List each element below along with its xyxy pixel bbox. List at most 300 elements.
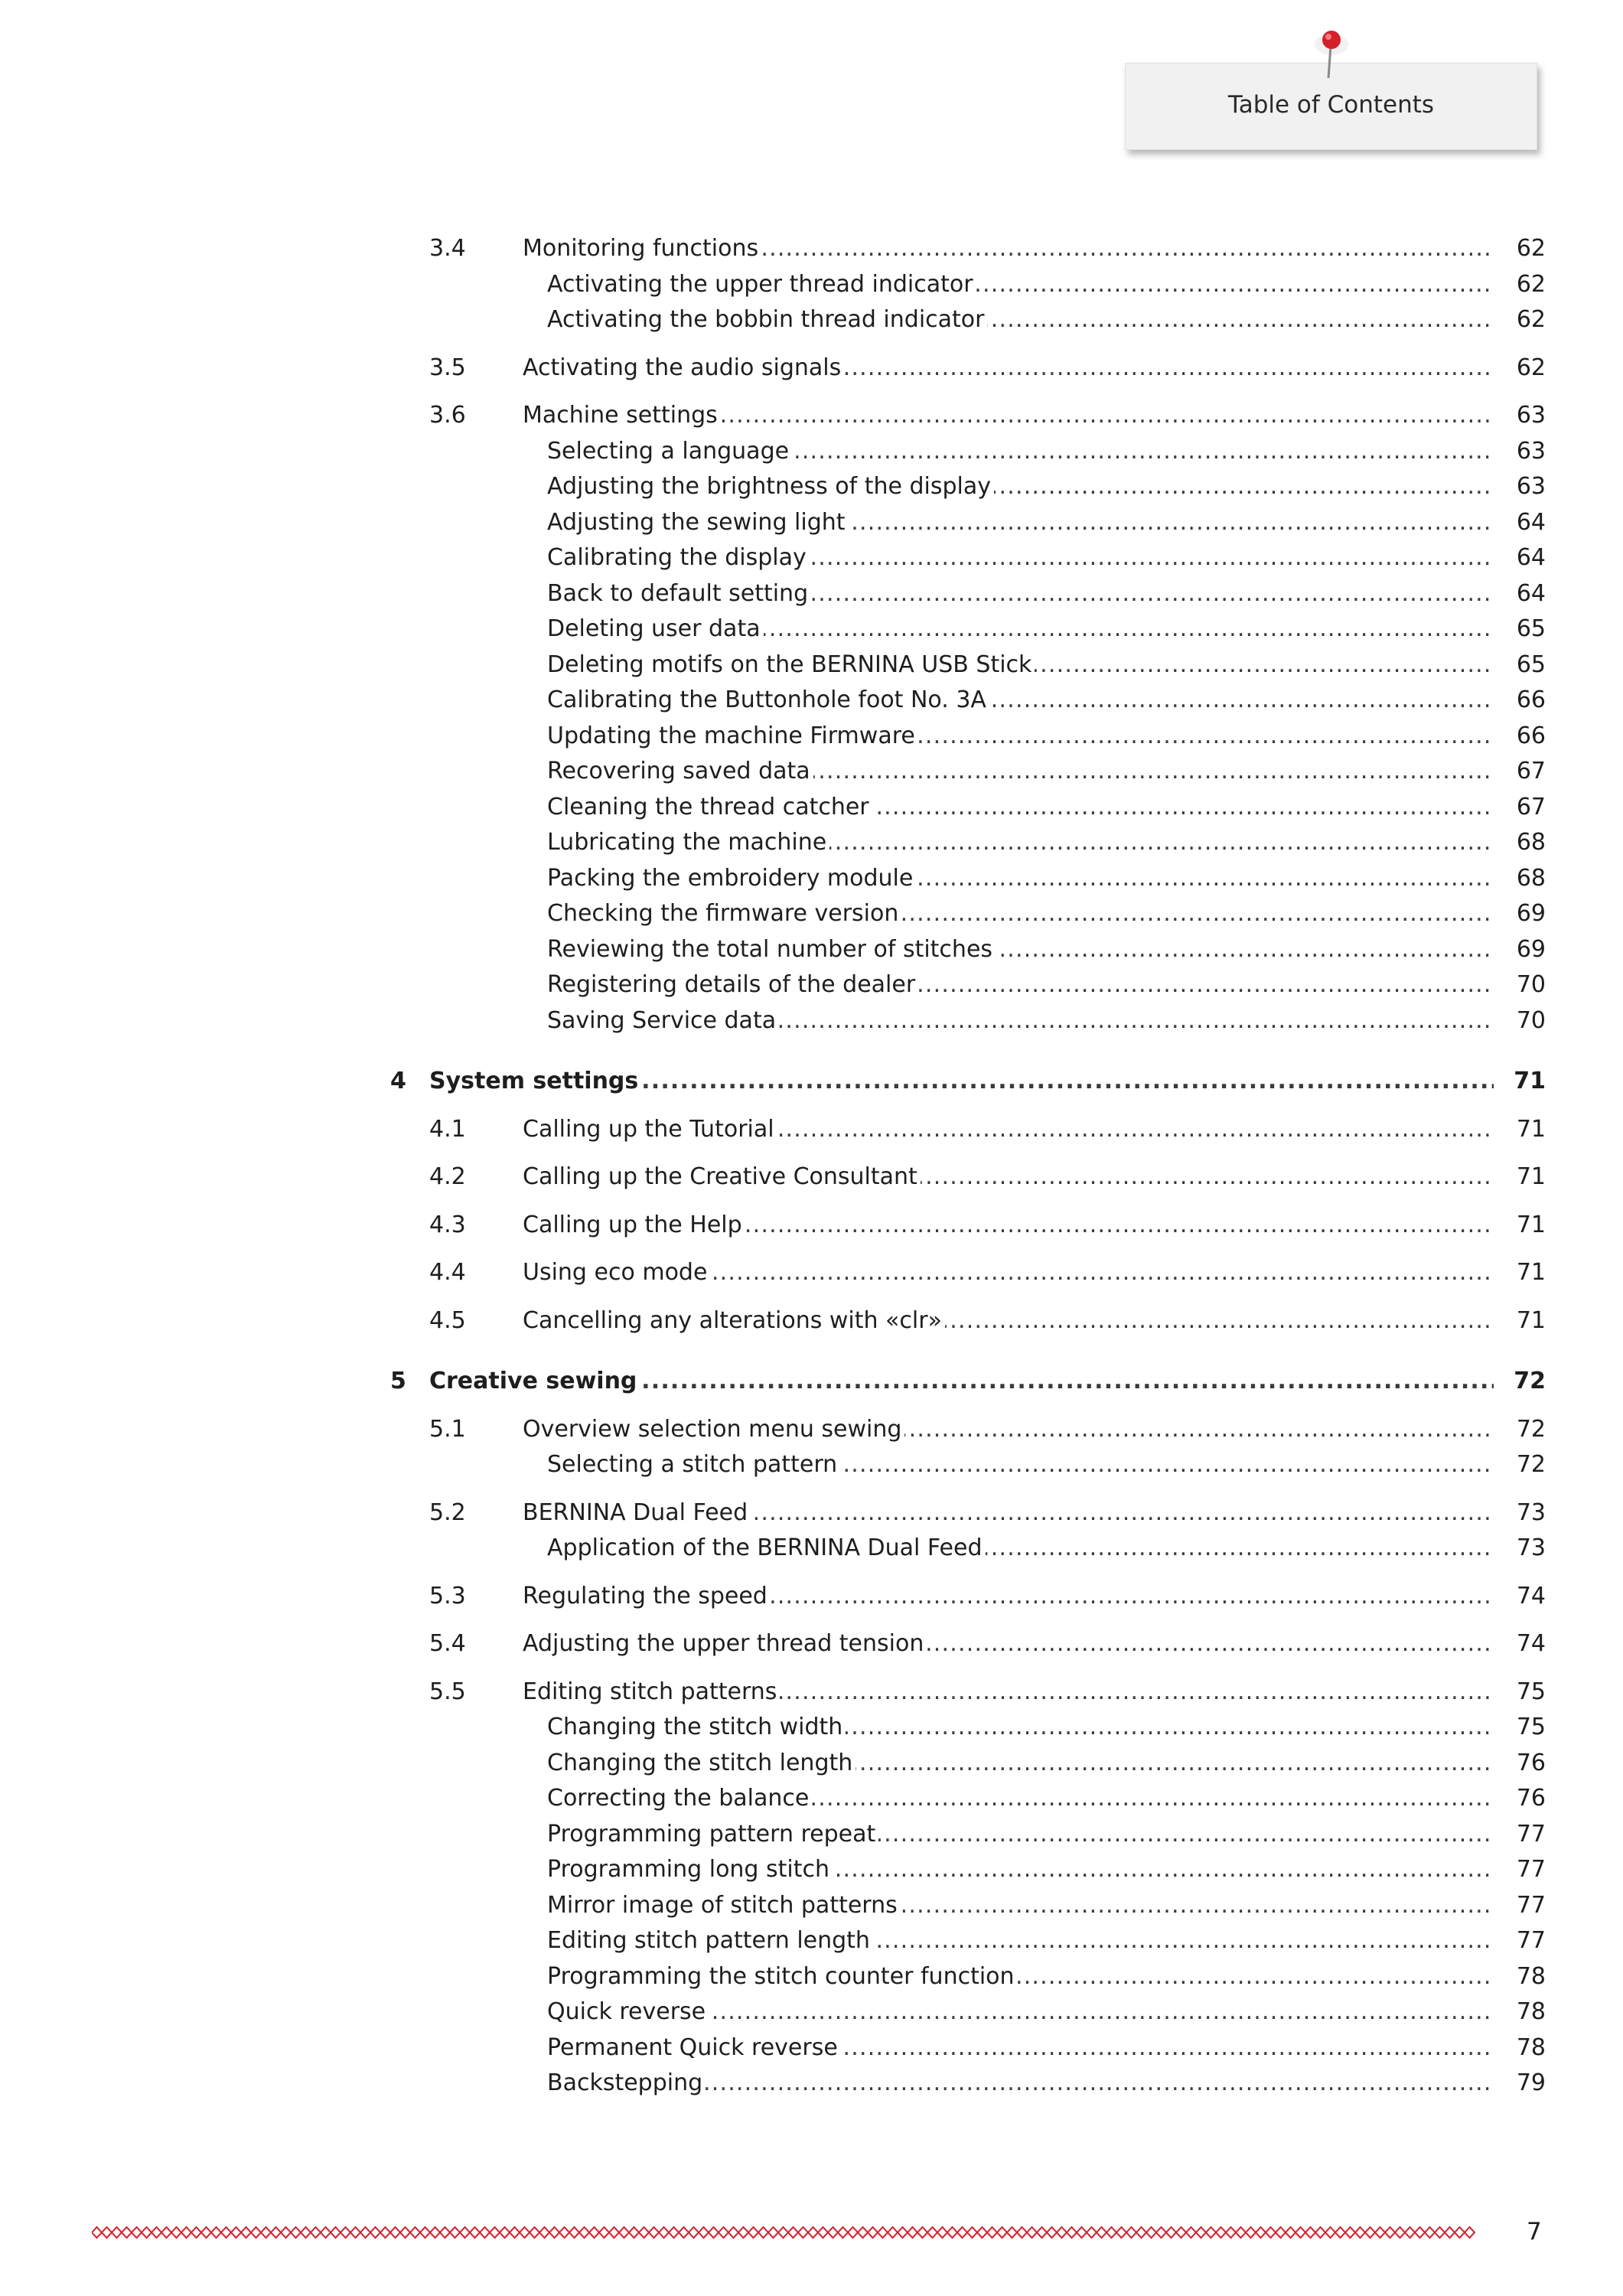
footer-diamond <box>420 2227 430 2238</box>
footer-diamond <box>609 2227 619 2238</box>
footer-diamond <box>430 2227 440 2238</box>
toc-entry-sub[interactable] <box>383 1852 1546 1888</box>
toc-entry-section[interactable] <box>383 1412 1546 1448</box>
toc-entry-title: Changing the stitch width <box>547 1714 846 1740</box>
toc-entry-sub[interactable] <box>383 825 1546 861</box>
toc-entry-page: 62 <box>1500 267 1546 303</box>
footer-diamond <box>808 2227 818 2238</box>
toc-entry-page: 71 <box>1500 1255 1546 1291</box>
toc-entry-sub[interactable] <box>383 612 1546 647</box>
footer-diamond <box>778 2227 788 2238</box>
footer-diamond <box>1136 2227 1146 2238</box>
footer-diamond <box>679 2227 689 2238</box>
toc-entry-page: 70 <box>1500 1003 1546 1039</box>
toc-entry-page: 71 <box>1500 1112 1546 1148</box>
toc-entry-section[interactable] <box>383 1112 1546 1148</box>
footer-diamond <box>271 2227 281 2238</box>
toc-entry-page: 77 <box>1500 1852 1546 1888</box>
toc-entry-title: Updating the machine Firmware <box>547 722 918 749</box>
toc-entry-section[interactable] <box>383 1303 1546 1339</box>
footer-diamond <box>221 2227 231 2238</box>
footer-diamond <box>878 2227 888 2238</box>
toc-entry-sub[interactable] <box>383 1531 1546 1567</box>
toc-entry-page: 77 <box>1500 1923 1546 1959</box>
toc-entry-page: 62 <box>1500 302 1546 338</box>
footer-diamond <box>152 2227 161 2238</box>
pushpin-icon <box>1310 23 1353 84</box>
toc-entry-title: Calling up the Help <box>523 1212 745 1238</box>
toc-spacer <box>383 1039 1546 1064</box>
footer-diamond <box>1415 2227 1425 2238</box>
footer-diamond <box>579 2227 589 2238</box>
footer-diamond <box>1405 2227 1415 2238</box>
toc-entry-sub[interactable] <box>383 267 1546 303</box>
footer-diamond <box>1256 2227 1266 2238</box>
toc-entry-section[interactable] <box>383 231 1546 267</box>
toc-entry-title: Packing the embroidery module <box>547 865 916 892</box>
footer-diamond <box>460 2227 470 2238</box>
footer-diamond <box>719 2227 728 2238</box>
toc-entry-sub[interactable] <box>383 1003 1546 1039</box>
footer-diamond <box>1385 2227 1395 2238</box>
toc-entry-sub[interactable] <box>383 1959 1546 1995</box>
footer-diamond <box>530 2227 539 2238</box>
toc-entry-number: 4 <box>390 1068 406 1094</box>
toc-entry-title: Machine settings <box>523 402 721 429</box>
footer-diamond <box>171 2227 181 2238</box>
footer-diamond <box>510 2227 520 2238</box>
footer-diamond <box>738 2227 748 2238</box>
footer-diamond <box>1365 2227 1375 2238</box>
toc-entry-sub[interactable] <box>383 1447 1546 1483</box>
toc-entry-section[interactable] <box>383 1255 1546 1291</box>
footer-diamond <box>321 2227 331 2238</box>
toc-entry-page: 63 <box>1500 434 1546 470</box>
footer-diamond <box>112 2227 122 2238</box>
toc-entry-title: Saving Service data <box>547 1007 779 1034</box>
toc-entry-page: 74 <box>1500 1626 1546 1662</box>
footer-diamond <box>360 2227 370 2238</box>
toc-entry-page: 71 <box>1500 1064 1546 1100</box>
toc-entry-sub[interactable] <box>383 647 1546 683</box>
toc-entry-title: Adjusting the brightness of the display <box>547 473 994 500</box>
footer-diamond <box>1216 2227 1226 2238</box>
footer-diamond <box>261 2227 271 2238</box>
footer-diamond <box>1116 2227 1126 2238</box>
toc-entry-sub[interactable] <box>383 1817 1546 1853</box>
footer-diamond <box>122 2227 132 2238</box>
toc-entry-page: 67 <box>1500 790 1546 826</box>
toc-entry-page: 79 <box>1500 2066 1546 2102</box>
toc-entry-sub[interactable] <box>383 790 1546 826</box>
section-tab-label: Table of Contents <box>1227 91 1435 119</box>
toc-entry-sub[interactable] <box>383 1710 1546 1746</box>
footer-diamond <box>1017 2227 1027 2238</box>
footer-diamond <box>977 2227 987 2238</box>
toc-entry-title: Recovering saved data <box>547 758 813 784</box>
footer-diamond <box>1236 2227 1246 2238</box>
toc-entry-page: 71 <box>1500 1208 1546 1244</box>
footer-diamond <box>1335 2227 1345 2238</box>
toc-entry-page: 69 <box>1500 896 1546 932</box>
toc-entry-title: Creative sewing <box>429 1368 640 1394</box>
toc-entry-title: Regulating the speed <box>523 1583 771 1609</box>
toc-entry-page: 71 <box>1500 1303 1546 1339</box>
footer-diamond <box>520 2227 530 2238</box>
toc-entry-title: Cancelling any alterations with «clr» <box>523 1307 945 1334</box>
footer-diamond <box>92 2227 102 2238</box>
footer-diamond <box>400 2227 410 2238</box>
footer-diamond <box>1435 2227 1445 2238</box>
toc-entry-title: Activating the bobbin thread indicator <box>547 306 987 333</box>
footer-diamond <box>1455 2227 1465 2238</box>
footer-diamond <box>917 2227 927 2238</box>
toc-entry-sub[interactable] <box>383 1746 1546 1782</box>
toc-entry-page: 66 <box>1500 719 1546 755</box>
toc-entry-title: Selecting a language <box>547 438 792 465</box>
toc-entry-sub[interactable] <box>383 2066 1546 2102</box>
footer-diamond <box>1395 2227 1405 2238</box>
toc-entry-page: 62 <box>1500 231 1546 267</box>
toc-entry-number: 5.1 <box>429 1415 466 1443</box>
toc-spacer <box>383 1567 1546 1579</box>
toc-entry-section[interactable] <box>383 1208 1546 1244</box>
toc-entry-title: Registering details of the dealer <box>547 971 918 998</box>
toc-entry-title: Reviewing the total number of stitches <box>547 936 996 963</box>
toc-entry-title: System settings <box>429 1068 641 1094</box>
toc-entry-page: 69 <box>1500 932 1546 968</box>
toc-entry-page: 75 <box>1500 1710 1546 1746</box>
toc-entry-title: Activating the audio signals <box>523 354 844 381</box>
toc-spacer <box>383 1400 1546 1412</box>
footer-diamond <box>748 2227 758 2238</box>
footer-diamond <box>251 2227 261 2238</box>
footer-diamond <box>380 2227 390 2238</box>
footer-diamond <box>1106 2227 1116 2238</box>
toc-entry-page: 64 <box>1500 505 1546 541</box>
toc-spacer <box>383 386 1546 398</box>
footer-diamond <box>350 2227 360 2238</box>
toc-entry-page: 78 <box>1500 2030 1546 2066</box>
footer-diamond <box>201 2227 211 2238</box>
toc-entry-title: Lubricating the machine <box>547 829 829 856</box>
toc-entry-sub[interactable] <box>383 505 1546 541</box>
footer-diamond <box>102 2227 112 2238</box>
footer-diamond <box>311 2227 321 2238</box>
footer-diamond <box>291 2227 301 2238</box>
footer-diamond <box>937 2227 947 2238</box>
footer-diamond <box>758 2227 768 2238</box>
toc-entry-page: 64 <box>1500 540 1546 576</box>
footer-diamond <box>331 2227 341 2238</box>
toc-entry-title: Overview selection menu sewing <box>523 1416 904 1443</box>
toc-entry-page: 66 <box>1500 683 1546 719</box>
toc-entry-sub[interactable] <box>383 576 1546 612</box>
toc-entry-section[interactable] <box>383 351 1546 386</box>
footer-diamond <box>370 2227 380 2238</box>
toc-entry-title: Editing stitch pattern length <box>547 1927 873 1954</box>
toc-entry-section[interactable] <box>383 398 1546 434</box>
toc-entry-title: Programming pattern repeat <box>547 1821 878 1848</box>
toc-entry-chapter[interactable] <box>383 1364 1546 1400</box>
footer-diamond <box>1077 2227 1087 2238</box>
toc-entry-title: Adjusting the sewing light <box>547 509 849 536</box>
toc-entry-sub[interactable] <box>383 967 1546 1003</box>
toc-entry-chapter[interactable] <box>383 1064 1546 1100</box>
toc-entry-page: 75 <box>1500 1675 1546 1711</box>
footer-diamond <box>649 2227 659 2238</box>
footer-diamond <box>1176 2227 1186 2238</box>
footer-diamond <box>1465 2227 1475 2238</box>
toc-entry-number: 3.4 <box>429 235 466 262</box>
toc-entry-page: 78 <box>1500 1994 1546 2030</box>
toc-entry-sub[interactable] <box>383 302 1546 338</box>
toc-entry-page: 76 <box>1500 1781 1546 1817</box>
toc-entry-page: 76 <box>1500 1746 1546 1782</box>
toc-entry-page: 64 <box>1500 576 1546 612</box>
toc-entry-number: 4.4 <box>429 1259 466 1286</box>
toc-entry-title: Correcting the balance <box>547 1785 812 1812</box>
toc-entry-title: Editing stitch patterns <box>523 1678 780 1705</box>
toc-entry-title: Activating the upper thread indicator <box>547 271 976 298</box>
toc-entry-title: Programming the stitch counter function <box>547 1963 1018 1990</box>
footer-diamond <box>1166 2227 1176 2238</box>
footer-diamond <box>1425 2227 1435 2238</box>
footer-diamond <box>798 2227 808 2238</box>
toc-entry-title: Selecting a stitch pattern <box>547 1451 840 1478</box>
page-number: 7 <box>1527 2218 1542 2245</box>
toc-entry-title: Backstepping <box>547 2069 706 2096</box>
toc-entry-page: 73 <box>1500 1495 1546 1531</box>
toc-entry-title: Using eco mode <box>523 1259 710 1286</box>
footer-diamond <box>1196 2227 1206 2238</box>
toc-entry-page: 65 <box>1500 647 1546 683</box>
footer-diamond <box>1266 2227 1276 2238</box>
toc-entry-title: Calling up the Creative Consultant <box>523 1163 921 1190</box>
toc-entry-title: Adjusting the upper thread tension <box>523 1630 927 1657</box>
footer-diamond <box>967 2227 977 2238</box>
toc-entry-page: 63 <box>1500 469 1546 505</box>
toc-entry-title: Deleting user data <box>547 615 764 642</box>
footer-diamond <box>987 2227 997 2238</box>
toc-entry-number: 4.5 <box>429 1306 466 1334</box>
toc-entry-section[interactable] <box>383 1675 1546 1711</box>
footer-diamond <box>1295 2227 1305 2238</box>
table-of-contents <box>383 231 1546 2102</box>
toc-entry-number: 5.3 <box>429 1582 466 1609</box>
toc-entry-title: Calling up the Tutorial <box>523 1116 777 1143</box>
toc-entry-title: BERNINA Dual Feed <box>523 1499 751 1526</box>
toc-entry-sub[interactable] <box>383 469 1546 505</box>
footer-diamond <box>1305 2227 1315 2238</box>
toc-entry-sub[interactable] <box>383 2030 1546 2066</box>
footer-diamond <box>450 2227 460 2238</box>
footer-diamond <box>728 2227 738 2238</box>
toc-spacer <box>383 1339 1546 1364</box>
footer-diamond <box>1027 2227 1037 2238</box>
toc-entry-page: 78 <box>1500 1959 1546 1995</box>
toc-entry-sub[interactable] <box>383 1888 1546 1924</box>
footer-diamond <box>818 2227 828 2238</box>
footer-diamond <box>1445 2227 1455 2238</box>
toc-entry-title: Cleaning the thread catcher <box>547 794 872 820</box>
footer-diamond <box>1286 2227 1295 2238</box>
toc-entry-title: Permanent Quick reverse <box>547 2034 841 2061</box>
toc-entry-title: Back to default setting <box>547 580 811 607</box>
footer-diamond <box>1037 2227 1047 2238</box>
footer-diamond <box>1156 2227 1166 2238</box>
footer-diamond <box>858 2227 868 2238</box>
toc-spacer <box>383 1483 1546 1495</box>
footer-diamond <box>768 2227 778 2238</box>
toc-entry-title: Changing the stitch length <box>547 1750 855 1776</box>
footer-diamond <box>410 2227 420 2238</box>
toc-entry-sub[interactable] <box>383 932 1546 968</box>
toc-entry-number: 5 <box>390 1368 406 1394</box>
footer-diamond <box>619 2227 629 2238</box>
footer-diamond <box>659 2227 669 2238</box>
toc-entry-sub[interactable] <box>383 683 1546 719</box>
footer-diamond <box>709 2227 719 2238</box>
toc-entry-sub[interactable] <box>383 861 1546 897</box>
toc-spacer <box>383 1243 1546 1255</box>
footer-diamond <box>539 2227 549 2238</box>
toc-entry-number: 4.3 <box>429 1211 466 1238</box>
footer-diamond <box>589 2227 599 2238</box>
toc-entry-sub[interactable] <box>383 1781 1546 1817</box>
footer-diamond <box>868 2227 878 2238</box>
footer-diamond <box>689 2227 699 2238</box>
toc-entry-sub[interactable] <box>383 896 1546 932</box>
footer-diamond <box>1226 2227 1236 2238</box>
toc-spacer <box>383 1195 1546 1208</box>
footer-diamond <box>490 2227 500 2238</box>
footer-diamond <box>1007 2227 1017 2238</box>
footer-diamond <box>997 2227 1007 2238</box>
footer-diamond <box>231 2227 241 2238</box>
toc-entry-page: 65 <box>1500 612 1546 647</box>
toc-entry-number: 4.1 <box>429 1115 466 1143</box>
toc-spacer <box>383 1147 1546 1159</box>
footer-diamond <box>181 2227 191 2238</box>
footer-diamond <box>1087 2227 1097 2238</box>
footer-diamond <box>1047 2227 1057 2238</box>
toc-spacer <box>383 338 1546 351</box>
footer-diamond <box>440 2227 450 2238</box>
footer-diamond <box>191 2227 201 2238</box>
footer-diamond <box>828 2227 838 2238</box>
footer-diamond <box>500 2227 510 2238</box>
footer-diamond <box>211 2227 221 2238</box>
toc-entry-sub[interactable] <box>383 540 1546 576</box>
footer-diamond <box>1146 2227 1156 2238</box>
toc-spacer <box>383 1291 1546 1303</box>
toc-entry-sub[interactable] <box>383 1923 1546 1959</box>
footer-diamond <box>908 2227 917 2238</box>
toc-entry-page: 68 <box>1500 825 1546 861</box>
footer-diamond <box>142 2227 152 2238</box>
toc-entry-title: Calibrating the display <box>547 544 810 571</box>
toc-entry-page: 67 <box>1500 754 1546 790</box>
toc-entry-number: 3.6 <box>429 402 466 429</box>
toc-entry-page: 72 <box>1500 1364 1546 1400</box>
footer-diamond <box>301 2227 311 2238</box>
toc-entry-page: 77 <box>1500 1888 1546 1924</box>
footer-diamond <box>888 2227 898 2238</box>
toc-entry-section[interactable] <box>383 1495 1546 1531</box>
toc-entry-title: Calibrating the Buttonhole foot No. 3A <box>547 687 989 713</box>
toc-entry-page: 73 <box>1500 1531 1546 1567</box>
footer-diamond <box>470 2227 480 2238</box>
toc-entry-number: 5.4 <box>429 1630 466 1657</box>
footer-diamond <box>1375 2227 1385 2238</box>
toc-entry-sub[interactable] <box>383 434 1546 470</box>
footer-diamond <box>1186 2227 1196 2238</box>
toc-entry-page: 77 <box>1500 1817 1546 1853</box>
toc-entry-title: Deleting motifs on the BERNINA USB Stick <box>547 651 1035 678</box>
toc-entry-number: 5.5 <box>429 1678 466 1705</box>
toc-entry-number: 5.2 <box>429 1499 466 1526</box>
toc-entry-sub[interactable] <box>383 754 1546 790</box>
toc-entry-title: Programming long stitch <box>547 1856 833 1883</box>
footer-diamond <box>1067 2227 1077 2238</box>
footer-diamond <box>1355 2227 1365 2238</box>
toc-spacer <box>383 1662 1546 1675</box>
toc-entry-page: 71 <box>1500 1159 1546 1195</box>
footer-diamond <box>480 2227 490 2238</box>
toc-entry-page: 63 <box>1500 398 1546 434</box>
toc-entry-sub[interactable] <box>383 719 1546 755</box>
footer-diamond <box>281 2227 291 2238</box>
toc-entry-page: 74 <box>1500 1579 1546 1615</box>
footer-diamond <box>1126 2227 1136 2238</box>
footer-diamond <box>788 2227 798 2238</box>
toc-entry-title: Application of the BERNINA Dual Feed <box>547 1534 986 1561</box>
toc-entry-number: 3.5 <box>429 354 466 381</box>
toc-entry-page: 72 <box>1500 1412 1546 1448</box>
footer-diamond <box>639 2227 649 2238</box>
footer-diamond <box>549 2227 559 2238</box>
footer-diamond <box>1206 2227 1216 2238</box>
toc-entry-section[interactable] <box>383 1579 1546 1615</box>
footer-diamond <box>341 2227 350 2238</box>
footer-diamond <box>569 2227 579 2238</box>
footer-diamond <box>1097 2227 1106 2238</box>
toc-entry-title: Quick reverse <box>547 1998 709 2025</box>
footer-diamond <box>161 2227 171 2238</box>
footer-diamond <box>838 2227 848 2238</box>
footer-diamond <box>947 2227 957 2238</box>
footer-diamond <box>927 2227 937 2238</box>
toc-entry-sub[interactable] <box>383 1994 1546 2030</box>
toc-entry-title: Checking the firmware version <box>547 900 901 927</box>
footer-diamond <box>629 2227 639 2238</box>
toc-spacer <box>383 1614 1546 1626</box>
toc-entry-page: 72 <box>1500 1447 1546 1483</box>
toc-entry-section[interactable] <box>383 1159 1546 1195</box>
footer-diamond <box>848 2227 858 2238</box>
toc-entry-section[interactable] <box>383 1626 1546 1662</box>
toc-entry-title: Monitoring functions <box>523 235 761 262</box>
toc-entry-page: 62 <box>1500 351 1546 386</box>
footer-diamond <box>1276 2227 1286 2238</box>
toc-spacer <box>383 1100 1546 1112</box>
footer-diamond <box>1345 2227 1355 2238</box>
toc-entry-number: 4.2 <box>429 1163 466 1190</box>
footer-diamond <box>599 2227 609 2238</box>
footer-diamond <box>1315 2227 1325 2238</box>
footer-diamond <box>1325 2227 1335 2238</box>
